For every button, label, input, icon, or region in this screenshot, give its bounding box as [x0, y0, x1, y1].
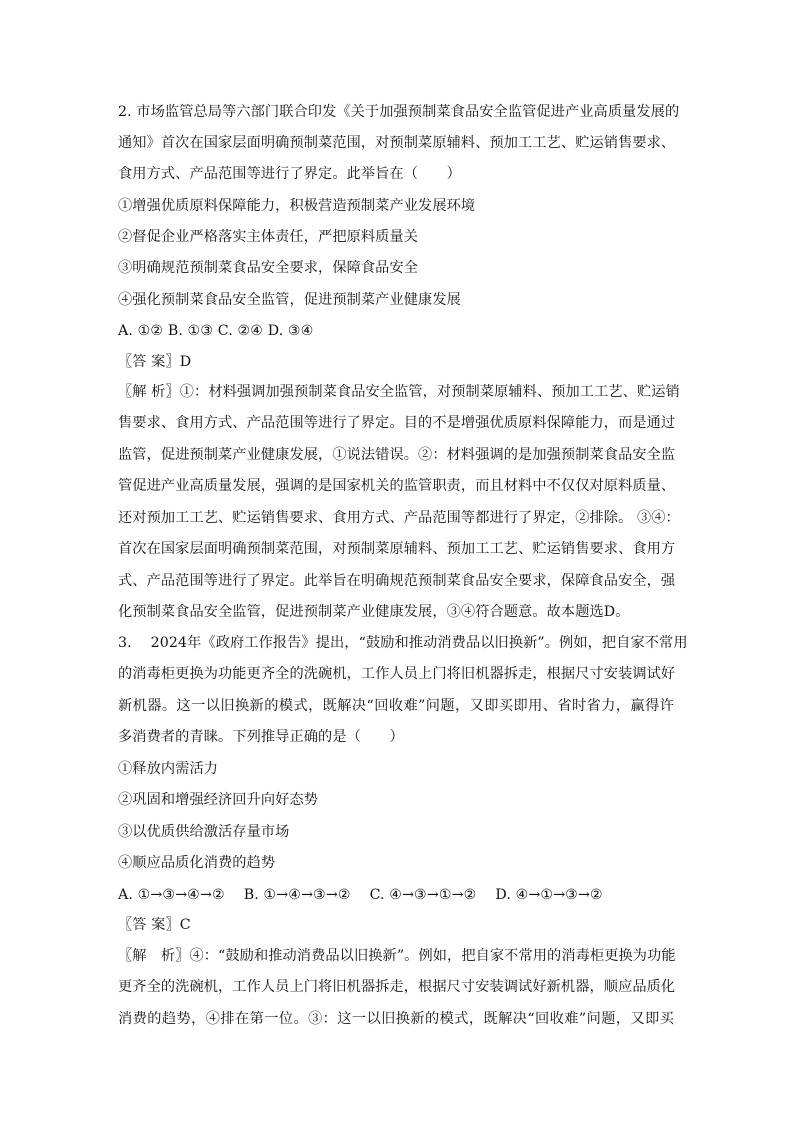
text-line: 〖解 析〗①：材料强调加强预制菜食品安全监管，对预制菜原辅料、预加工工艺、贮运销	[118, 384, 680, 400]
answer-options: A. ①② B. ①③ C. ②④ D. ③④	[118, 323, 314, 339]
answer-key: 〖答 案〗C	[118, 917, 191, 933]
text-line: ②督促企业严格落实主体责任，严把原料质量关	[118, 229, 419, 245]
text-line: ①增强优质原料保障能力，积极营造预制菜产业发展环境	[118, 198, 476, 214]
text-line: 首次在国家层面明确预制菜范围，对预制菜原辅料、预加工工艺、贮运销售要求、食用方	[118, 541, 676, 557]
text-line: ③以优质供给激活存量市场	[118, 824, 290, 840]
text-line: 管促进产业高质量发展，强调的是国家机关的监管职责，而且材料中不仅仅对原料质量、	[118, 478, 676, 494]
text-line: 化预制菜食品安全监管，促进预制菜产业健康发展，③④符合题意。故本题选D。	[118, 604, 630, 620]
text-line: 还对预加工工艺、贮运销售要求、食用方式、产品范围等都进行了界定，②排除。 ③④：	[118, 510, 680, 526]
text-line: 监管，促进预制菜产业健康发展，①说法错误。②：材料强调的是加强预制菜食品安全监	[118, 447, 676, 463]
text-line: 通知》首次在国家层面明确预制菜范围，对预制菜原辅料、预加工工艺、贮运销售要求、	[118, 135, 676, 151]
answer-key: 〖答 案〗D	[118, 354, 192, 370]
text-line: 售要求、食用方式、产品范围等进行了界定。目的不是增强优质原料保障能力，而是通过	[118, 415, 676, 431]
answer-options: A. ①→③→④→② B. ①→④→③→② C. ④→③→①→② D. ④→①→③→②	[118, 887, 603, 903]
text-line: 新机器。这一以旧换新的模式，既解决“回收难”问题，又即买即用、省时省力，赢得许	[118, 698, 674, 714]
text-line: ②巩固和增强经济回升向好态势	[118, 792, 319, 808]
text-line: 多消费者的青睐。下列推导正确的是（ ）	[118, 729, 404, 745]
text-line: 3. 2024年《政府工作报告》提出，“鼓励和推动消费品以旧换新”。例如，把自家不常用	[118, 635, 688, 651]
text-line: 2. 市场监管总局等六部门联合印发《关于加强预制菜食品安全监管促进产业高质量发展的	[118, 104, 680, 120]
text-line: 消费的趋势，④排在第一位。③：这一以旧换新的模式，既解决“回收难”问题，又即买	[118, 1011, 674, 1027]
text-line: ③明确规范预制菜食品安全要求，保障食品安全	[118, 260, 419, 276]
text-line: ④顺应品质化消费的趋势	[118, 855, 276, 871]
text-line: 食用方式、产品范围等进行了界定。此举旨在（ ）	[118, 166, 461, 182]
text-line: 式、产品范围等进行了界定。此举旨在明确规范预制菜食品安全要求，保障食品安全，强	[118, 573, 676, 589]
text-line: 〖解 析〗④：“鼓励和推动消费品以旧换新”。例如，把自家不常用的消毒柜更换为功能	[118, 948, 676, 964]
text-line: 的消毒柜更换为功能更齐全的洗碗机，工作人员上门将旧机器拆走，根据尺寸安装调试好	[118, 666, 676, 682]
text-line: ①释放内需活力	[118, 761, 219, 777]
text-line: ④强化预制菜食品安全监管，促进预制菜产业健康发展	[118, 292, 461, 308]
text-line: 更齐全的洗碗机，工作人员上门将旧机器拆走，根据尺寸安装调试好新机器，顺应品质化	[118, 979, 676, 995]
